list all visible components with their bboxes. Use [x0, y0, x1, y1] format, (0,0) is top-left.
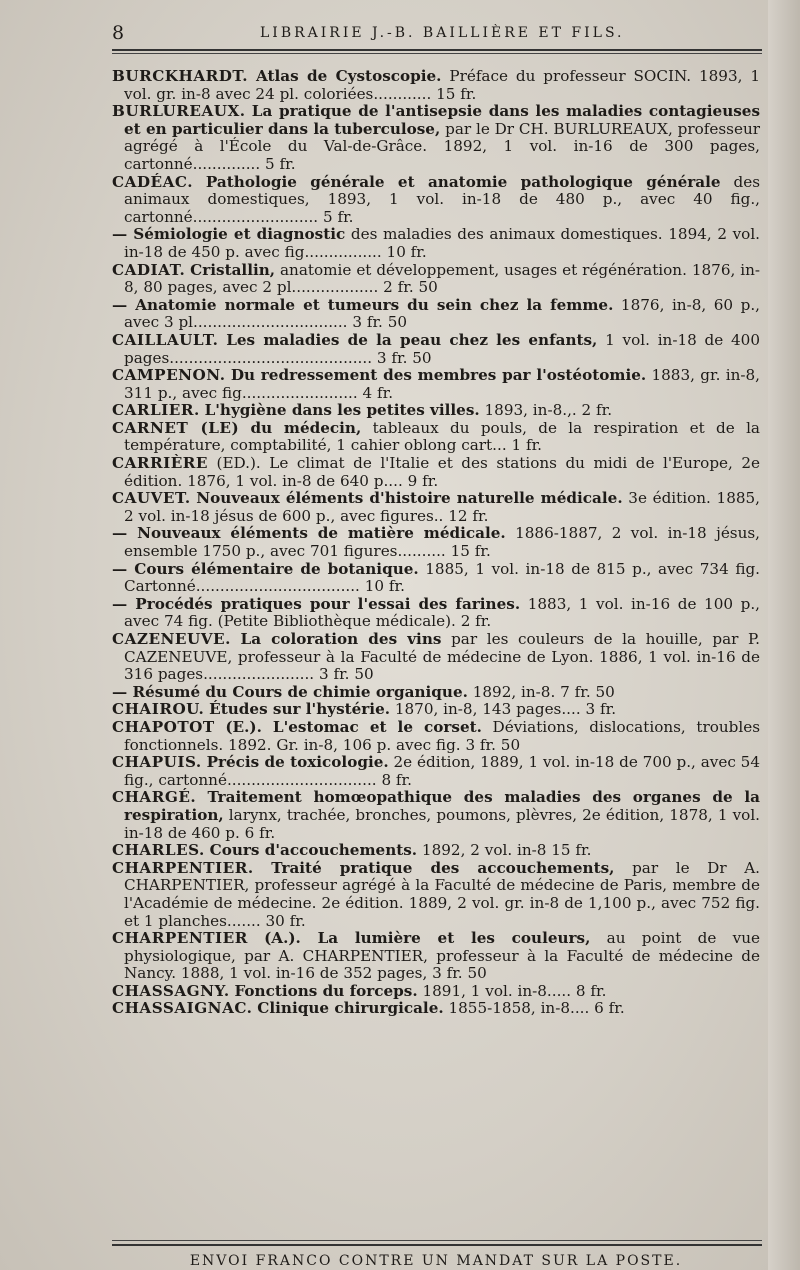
catalog-entry [112, 525, 760, 560]
entry-author: CHAPOTOT [112, 717, 215, 736]
entry-author: — [112, 225, 128, 244]
entry-details: 1 vol. in-18 de 400 pages.......................................... 3 fr. 50 [124, 330, 760, 367]
entry-title: Pathologie générale et anatomie pathologique générale [205, 172, 721, 191]
catalog-entry [112, 490, 760, 525]
header-rule [112, 49, 762, 51]
entry-title: Atlas de Cystoscopie. [255, 67, 442, 85]
entry-title: Cours élémentaire de botanique. [134, 559, 419, 578]
entry-author: CHARGÉ. [112, 788, 197, 807]
entry-author: CHARPENTIER. [112, 858, 254, 877]
entry-details: 1886-1887, 2 vol. in-18 jésus, ensemble 1750 p., avec 701 figures.......... 15 fr. [124, 524, 761, 561]
entry-author: CARLIER. [112, 401, 200, 420]
entry-author: CHARLES. [112, 841, 205, 860]
catalog-entry [112, 719, 760, 754]
header-rule-thin [112, 53, 762, 54]
catalog-entry [112, 596, 760, 631]
entry-details: par le Dr CH. BURLUREAUX, professeur agrégé à l'École du Val-de-Grâce. 1892, 1 vol. in-16 de 300 pages, cartonné.............. 5 fr. [124, 119, 760, 173]
entry-details: par le Dr A. CHARPENTIER, professeur agrégé à la Faculté de médecine de Paris, membre de l'Académie de médecine. 2e édition. 1889, 2 vol. gr. in-8 de 1,100 p., avec 752 fig. et 1 planches....... 30 fr. [124, 858, 761, 930]
entry-title: La pratique de l'antisepsie dans les maladies contagieuses et en particulier dans la tuberculose, [124, 102, 760, 138]
entry-details: 3e édition. 1885, 2 vol. in-18 jésus de 600 p., avec figures.. 12 fr. [124, 489, 761, 525]
catalog-entry [112, 297, 760, 332]
catalog-entry [112, 1000, 760, 1018]
entry-details: 1855-1858, in-8.... 6 fr. [443, 999, 625, 1018]
catalog-entry [112, 860, 760, 930]
footer-notice: ENVOI FRANCO CONTRE UN MANDAT SUR LA POSTE. [189, 1253, 683, 1269]
page-edge [768, 0, 800, 1270]
entry-author: CHAPUIS. [112, 753, 202, 772]
catalog-entry [112, 420, 760, 455]
entry-author: CHARPENTIER [112, 929, 248, 948]
entry-author: CAUVET. [112, 489, 191, 508]
entry-details: 1870, in-8, 143 pages.... 3 fr. [390, 700, 617, 719]
entry-title: Études sur l'hystérie. [209, 700, 391, 719]
entry-title: Les maladies de la peau chez les enfants, [226, 330, 598, 349]
entry-author: CARNET (LE) [112, 418, 240, 437]
entry-title: (A.). La lumière et les couleurs, [264, 929, 591, 948]
entry-author: — [112, 559, 128, 578]
entry-title: (E.). L'estomac et le corset. [225, 717, 482, 736]
entry-title: Clinique chirurgicale. [257, 999, 444, 1018]
entry-author: BURCKHARDT. [112, 67, 249, 85]
entry-title: Résumé du Cours de chimie organique. [132, 682, 468, 701]
entry-title: Fonctions du forceps. [234, 981, 418, 1000]
entry-author: CAZENEUVE. [112, 630, 231, 648]
entry-details: tableaux du pouls, de la respiration et de la température, comptabilité, 1 cahier oblong cart... 1 fr. [124, 418, 760, 455]
entry-details: 1883, gr. in-8, 311 p., avec fig........................ 4 fr. [124, 366, 760, 402]
catalog-entry [112, 332, 760, 367]
entry-title: Du redressement des membres par l'ostéotomie. [230, 366, 647, 385]
catalog-entries [112, 68, 760, 1018]
entry-author: — [112, 524, 128, 543]
catalog-entry [112, 103, 760, 173]
entry-details: 1885, 1 vol. in-18 de 815 p., avec 734 fig. Cartonné.................................. 10 fr. [124, 559, 761, 596]
catalog-entry [112, 701, 760, 719]
entry-title: du médecin, [250, 418, 362, 437]
catalog-entry [112, 367, 760, 402]
entry-details: 1876, in-8, 60 p., avec 3 pl................................ 3 fr. 50 [124, 295, 761, 332]
catalog-entry [112, 631, 760, 684]
catalog-entry [112, 930, 760, 983]
entry-title: Anatomie normale et tumeurs du sein chez la femme. [135, 295, 614, 314]
catalog-entry [112, 754, 760, 789]
entry-title: Procédés pratiques pour l'essai des farines. [135, 594, 521, 613]
entry-details: des maladies des animaux domestiques. 1894, 2 vol. in-18 de 450 p. avec fig................ 10 fr. [124, 225, 760, 261]
entry-author: CARRIÈRE [112, 454, 208, 473]
catalog-entry [112, 402, 760, 420]
header-title: LIBRAIRIE J.-B. BAILLIÈRE ET FILS. [260, 25, 625, 41]
entry-title: Cristallin, [190, 260, 276, 279]
catalog-entry [112, 561, 760, 596]
entry-author: BURLUREAUX. [112, 102, 246, 121]
entry-details: 1891, 1 vol. in-8..... 8 fr. [417, 981, 607, 1000]
entry-title: La coloration des vins [240, 630, 442, 648]
catalog-entry [112, 262, 760, 297]
entry-details: anatomie et développement, usages et régénération. 1876, in-8, 80 pages, avec 2 pl.................. 2 fr. 50 [124, 260, 761, 297]
page-number: 8 [112, 22, 125, 44]
entry-details: 1892, 2 vol. in-8 15 fr. [417, 841, 592, 860]
footer-rule [112, 1244, 762, 1246]
catalog-entry [112, 455, 760, 490]
entry-author: CHASSAIGNAC. [112, 999, 253, 1018]
entry-details: 2e édition, 1889, 1 vol. in-18 de 700 p., avec 54 fig., cartonné............................... 8 fr. [124, 753, 760, 789]
entry-author: — [112, 682, 128, 701]
entry-title: Sémiologie et diagnostic [133, 225, 346, 244]
entry-title: Traitement homœopathique des maladies des organes de la respiration, [124, 788, 760, 824]
entry-title: L'hygiène dans les petites villes. [204, 401, 480, 420]
entry-details: Préface du professeur SOCIN. 1893, 1 vol. gr. in-8 avec 24 pl. coloriées............ 15 fr. [124, 67, 760, 103]
entry-title: Traité pratique des accouchements, [271, 858, 615, 877]
entry-title: Nouveaux éléments d'histoire naturelle médicale. [196, 489, 623, 508]
entry-details: (ED.). Le climat de l'Italie et des stations du midi de l'Europe, 2e édition. 1876, 1 vol. in-8 de 640 p.... 9 fr. [124, 454, 761, 490]
entry-details: 1892, in-8. 7 fr. 50 [467, 682, 615, 701]
entry-details: des animaux domestiques, 1893, 1 vol. in-18 de 480 p., avec 40 fig., cartonné.......................... 5 fr. [124, 172, 760, 226]
catalog-entry [112, 684, 760, 702]
entry-title: Précis de toxicologie. [206, 753, 389, 772]
entry-author: CHAIROU. [112, 700, 205, 719]
entry-title: Cours d'accouchements. [209, 841, 418, 860]
entry-details: 1883, 1 vol. in-16 de 100 p., avec 74 fig. (Petite Bibliothèque médicale). 2 fr. [124, 594, 761, 631]
entry-author: CADÉAC. [112, 172, 194, 191]
catalog-entry [112, 174, 760, 227]
catalog-entry [112, 789, 760, 842]
entry-details: larynx, trachée, bronches, poumons, plèvres, 2e édition, 1878, 1 vol. in-18 de 460 p. 6 fr. [124, 805, 760, 842]
entry-title: Nouveaux éléments de matière médicale. [137, 524, 506, 543]
entry-details: par les couleurs de la houille, par P. CAZENEUVE, professeur à la Faculté de médecine de Lyon. 1886, 1 vol. in-16 de 316 pages....................... 3 fr. 50 [124, 630, 761, 684]
entry-author: CAILLAULT. [112, 330, 219, 349]
entry-author: — [112, 295, 128, 314]
running-head [112, 20, 762, 50]
footer-rule-thin [112, 1240, 762, 1241]
entry-author: CADIAT. [112, 260, 186, 279]
entry-details: 1893, in-8.,. 2 fr. [479, 401, 613, 420]
catalog-entry [112, 226, 760, 261]
entry-author: CAMPENON. [112, 366, 226, 385]
catalog-entry [112, 68, 760, 103]
entry-author: CHASSAGNY. [112, 981, 230, 1000]
entry-details: au point de vue physiologique, par A. CHARPENTIER, professeur à la Faculté de médecine de Nancy. 1888, 1 vol. in-16 de 352 pages, 3 fr. 50 [124, 929, 761, 983]
entry-details: Déviations, dislocations, troubles fonctionnels. 1892. Gr. in-8, 106 p. avec fig. 3 fr. 50 [124, 717, 760, 754]
catalog-entry [112, 983, 760, 1001]
entry-author: — [112, 594, 128, 613]
catalog-entry [112, 842, 760, 860]
